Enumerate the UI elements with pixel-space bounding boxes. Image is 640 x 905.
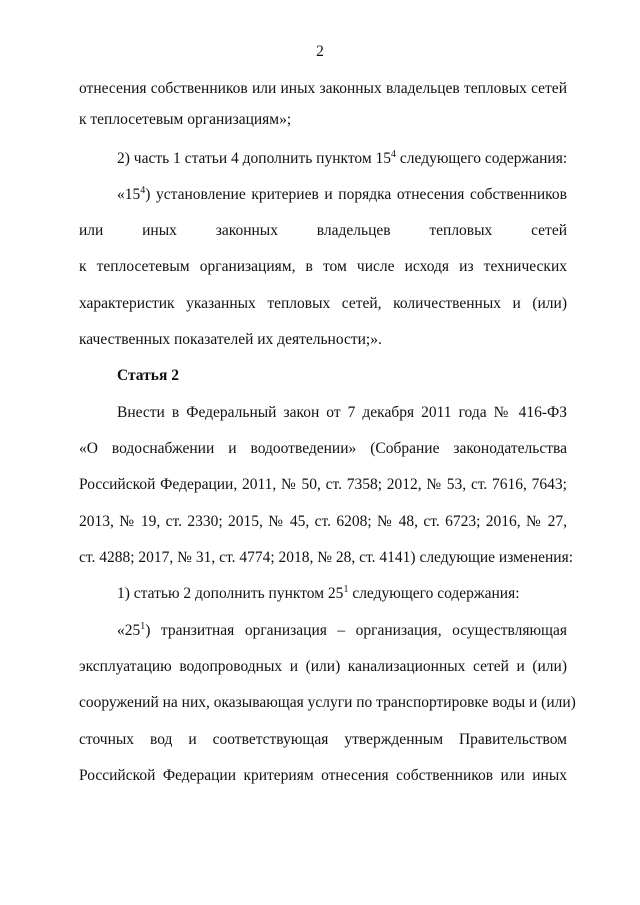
quoted-clause-line [117, 186, 567, 204]
paragraph-line: качественных показателей их деятельности;». [79, 331, 382, 348]
paragraph-line: Российской Федерации критериям отнесения собственников или иных [79, 767, 567, 784]
line-text: 1) статью 2 дополнить пунктом 25 [117, 585, 344, 602]
line-text: «15 [117, 186, 141, 203]
line-text: следующего содержания: [396, 150, 568, 167]
paragraph-line: 2013, № 19, ст. 2330; 2015, № 45, ст. 6208; № 48, ст. 6723; 2016, № 27, [79, 513, 567, 530]
paragraph-line: сточных вод и соответствующая утвержденным Правительством [79, 731, 567, 748]
paragraph-line: Внести в Федеральный закон от 7 декабря 2011 года № 416-ФЗ [117, 404, 567, 421]
paragraph-line: ст. 4288; 2017, № 31, ст. 4774; 2018, № 28, ст. 4141) следующие изменения: [79, 549, 574, 566]
paragraph-line: характеристик указанных тепловых сетей, количественных и (или) [79, 295, 567, 312]
line-text: следующего содержания: [348, 585, 520, 602]
paragraph-line: сооружений на них, оказывающая услуги по транспортировке воды и (или) [79, 694, 576, 711]
quoted-clause-line [117, 622, 567, 640]
line-text: «25 [117, 622, 141, 639]
paragraph-line: эксплуатацию водопроводных и (или) канализационных сетей и (или) [79, 658, 567, 675]
paragraph-line: к теплосетевым организациям»; [79, 111, 292, 128]
superscript: 1 [140, 621, 146, 632]
line-text: 2) часть 1 статьи 4 дополнить пунктом 15 [117, 150, 392, 167]
paragraph-line: «О водоснабжении и водоотведении» (Собрание законодательства [79, 440, 567, 457]
line-text: ) транзитная организация – организация, осуществляющая [145, 622, 567, 639]
paragraph-line: Российской Федерации, 2011, № 50, ст. 7358; 2012, № 53, ст. 7616, 7643; [79, 476, 567, 493]
superscript: 4 [391, 149, 397, 160]
paragraph-line: к теплосетевым организациям, в том числе исходя из технических [79, 258, 567, 275]
paragraph-line: отнесения собственников или иных законных владельцев тепловых сетей [79, 80, 567, 97]
superscript: 4 [140, 185, 146, 196]
superscript: 1 [343, 584, 349, 595]
paragraph-line: или иных законных владельцев тепловых сетей [79, 222, 567, 239]
article-heading: Статья 2 [117, 367, 179, 384]
list-item-line [117, 150, 567, 168]
page-number: 2 [316, 43, 324, 60]
line-text: ) установление критериев и порядка отнесения собственников [145, 186, 567, 203]
list-item-line [117, 585, 567, 603]
